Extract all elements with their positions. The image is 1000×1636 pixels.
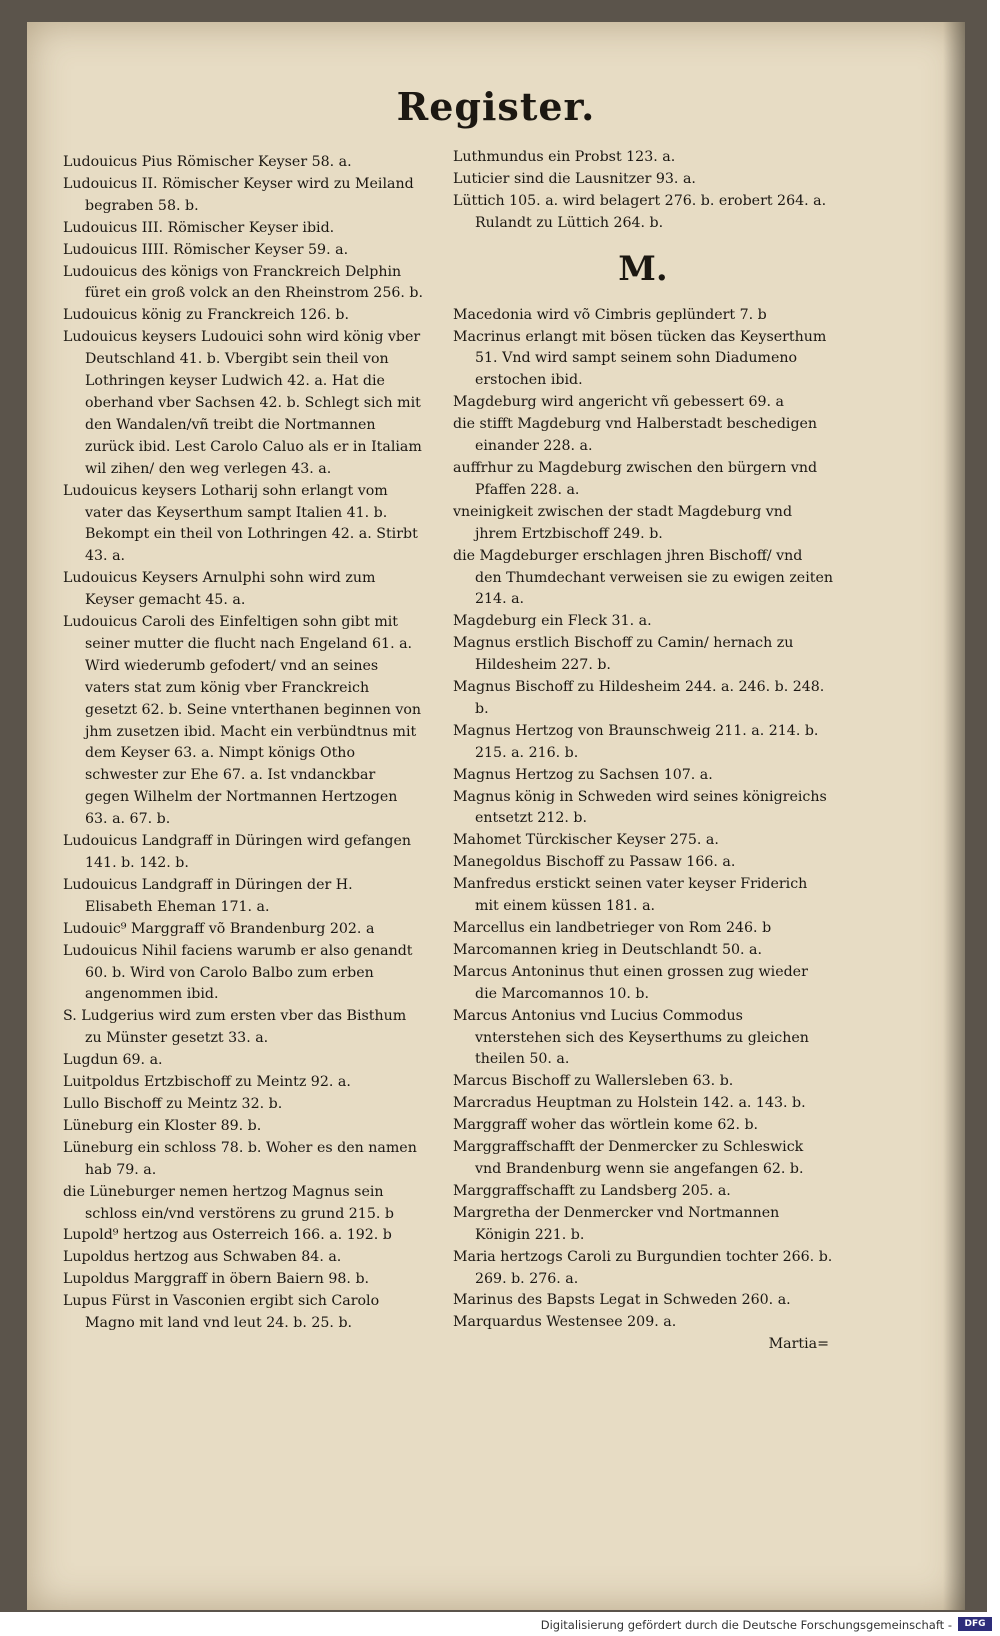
register-entry: Lullo Bischoff zu Meintz 32. b.	[63, 1095, 283, 1112]
right-column	[453, 147, 833, 1352]
dfg-logo: DFG	[958, 1617, 992, 1631]
register-entry: Magnus Bischoff zu Hildesheim 244. a. 246. b. 248. b.	[453, 679, 825, 717]
register-entry: Maria hertzogs Caroli zu Burgundien tochter 266. b. 269. b. 276. a.	[453, 1248, 833, 1287]
register-entry: Ludouicus Pius Römischer Keyser 58. a.	[63, 154, 352, 170]
register-entry: Manegoldus Bischoff zu Passaw 166. a.	[453, 854, 736, 871]
register-entry: Lüttich 105. a. wird belagert 276. b. erobert 264. a. Rulandt zu Lüttich 264. b.	[453, 192, 827, 231]
register-entry: Ludouicus Keysers Arnulphi sohn wird zum Keyser gemacht 45. a.	[63, 570, 376, 609]
register-entry: Marggraffschafft zu Landsberg 205. a.	[453, 1182, 731, 1199]
register-entry: Ludouicus Caroli des Einfeltigen sohn gibt mit seiner mutter die flucht nach Engeland 61. a. Wird wiederumb gefodert/ vnd an seines vaters stat zum könig vber Franckreich gesetzt 62. b. Seine vnterthanen beginnen von jhm zusetzen ibid. Macht ein verbündtnus mit dem Keyser 63. a. Nimpt königs Otho schwester zur Ehe 67. a. Ist vndanckbar gegen Wilhelm der Nortmannen Hertzogen 63. a. 67. b.	[63, 614, 422, 828]
register-entry: Lupoldus Marggraff in öbern Baiern 98. b.	[63, 1271, 370, 1288]
register-entry: Ludouicus keysers Ludouici sohn wird könig vber Deutschland 41. b. Vbergibt sein theil von Lothringen keyser Ludwich 42. a. Hat die oberhand vber Sachsen 42. b. Schlegt sich mit den Wandalen/vñ treibt die Nortmannen zurück ibid. Lest Carolo Caluo als er in Italiam wil zihen/ den weg verlegen 43. a.	[63, 329, 422, 477]
register-entry: Luticier sind die Lausnitzer 93. a.	[453, 170, 696, 187]
register-entry: Ludouicus Landgraff in Düringen der H. Elisabeth Eheman 171. a.	[63, 876, 353, 915]
section-letter-m: M.	[618, 248, 668, 289]
register-entry: Marcellus ein landbetrieger von Rom 246. b	[453, 920, 772, 936]
register-entry: Ludouicus IIII. Römischer Keyser 59. a.	[63, 241, 349, 258]
register-entry: Ludouicus Nihil faciens warumb er also genandt 60. b. Wird von Carolo Balbo zum erben angenommen ibid.	[63, 942, 413, 1003]
register-entry: Marquardus Westensee 209. a.	[453, 1314, 677, 1331]
right-column-l-entries	[453, 147, 833, 235]
register-entry: Magdeburg wird angericht vñ gebessert 69. a	[453, 394, 784, 411]
register-entry: Marggraff woher das wörtlein kome 62. b.	[453, 1117, 759, 1134]
register-entry: Ludouicus Landgraff in Düringen wird gefangen 141. b. 142. b.	[63, 833, 412, 871]
register-entry: Marcus Antoninus thut einen grossen zug wieder die Marcomannos 10. b.	[453, 963, 808, 1002]
right-column-m-entries	[453, 305, 833, 1335]
register-entry: die Magdeburger erschlagen jhren Bischoff/ vnd den Thumdechant verweisen sie zu ewigen zeiten 214. a.	[453, 547, 833, 608]
register-entry: Marinus des Bapsts Legat in Schweden 260. a.	[453, 1292, 791, 1309]
register-entry: Ludouicus keysers Lotharij sohn erlangt vom vater das Keyserthum sampt Italien 41. b. Bekompt ein theil von Lothringen 42. a. Stirbt 43. a.	[63, 482, 418, 565]
register-entry: Magnus erstlich Bischoff zu Camin/ hernach zu Hildesheim 227. b.	[453, 635, 794, 674]
register-entry: Ludouicus des königs von Franckreich Delphin füret ein groß volck an den Rheinstrom 256. b.	[63, 263, 423, 302]
register-entry: Ludouicus könig zu Franckreich 126. b.	[63, 307, 350, 324]
register-entry: Marcomannen krieg in Deutschlandt 50. a.	[453, 941, 763, 958]
register-entry: Lugdun 69. a.	[63, 1052, 163, 1069]
register-entry: Mahomet Türckischer Keyser 275. a.	[453, 832, 719, 849]
register-entry: auffrhur zu Magdeburg zwischen den bürgern vnd Pfaffen 228. a.	[453, 459, 818, 498]
register-entry: Lupus Fürst in Vasconien ergibt sich Carolo Magno mit land vnd leut 24. b. 25. b.	[63, 1293, 380, 1332]
register-entry: Margretha der Denmercker vnd Nortmannen Königin 221. b.	[453, 1204, 780, 1243]
register-entry: Lupoldus hertzog aus Schwaben 84. a.	[63, 1249, 342, 1266]
register-entry: Ludouicus III. Römischer Keyser ibid.	[63, 219, 335, 236]
register-entry: Lüneburg ein schloss 78. b. Woher es den namen hab 79. a.	[63, 1139, 417, 1178]
register-entry: Marggraffschafft der Denmercker zu Schleswick vnd Brandenburg wenn sie angefangen 62. b.	[453, 1139, 804, 1177]
register-entry: Marcus Antonius vnd Lucius Commodus vnterstehen sich des Keyserthums zu gleichen theilen 50. a.	[453, 1007, 809, 1068]
register-entry: Marcus Bischoff zu Wallersleben 63. b.	[453, 1073, 734, 1090]
register-entry: Magnus Hertzog von Braunschweig 211. a. 214. b. 215. a. 216. b.	[453, 722, 819, 761]
register-entry: Magnus Hertzog zu Sachsen 107. a.	[453, 766, 713, 783]
footer-bar	[0, 1614, 1000, 1636]
page-gutter-shadow	[943, 22, 965, 1610]
register-entry: die stifft Magdeburg vnd Halberstadt beschedigen einander 228. a.	[453, 416, 818, 455]
register-entry: Macedonia wird võ Cimbris geplündert 7. b	[453, 306, 767, 323]
left-column	[63, 152, 423, 1335]
register-entry: Magnus könig in Schweden wird seines königreichs entsetzt 212. b.	[453, 788, 827, 827]
register-entry: Luitpoldus Ertzbischoff zu Meintz 92. a.	[63, 1074, 351, 1091]
register-entry: Ludouicus II. Römischer Keyser wird zu Meiland begraben 58. b.	[63, 175, 414, 214]
footer-credit: Digitalisierung gefördert durch die Deutsche Forschungsgemeinschaft -	[540, 1618, 952, 1632]
register-entry: Marcradus Heuptman zu Holstein 142. a. 143. b.	[453, 1095, 806, 1112]
book-page	[27, 22, 965, 1610]
register-entry: Lupold⁹ hertzog aus Osterreich 166. a. 192. b	[63, 1227, 392, 1244]
register-entry: Luthmundus ein Probst 123. a.	[453, 149, 676, 165]
register-entry: Manfredus erstickt seinen vater keyser Friderich mit einem küssen 181. a.	[453, 876, 808, 915]
register-entry: Macrinus erlangt mit bösen tücken das Keyserthum 51. Vnd wird sampt seinem sohn Diadumeno erstochen ibid.	[453, 328, 827, 389]
catchword: Martia=	[768, 1336, 829, 1353]
register-entry: Ludouic⁹ Marggraff võ Brandenburg 202. a	[63, 920, 375, 937]
register-entry: vneinigkeit zwischen der stadt Magdeburg vnd jhrem Ertzbischoff 249. b.	[453, 503, 793, 542]
register-entry: S. Ludgerius wird zum ersten vber das Bisthum zu Münster gesetzt 33. a.	[63, 1008, 407, 1047]
register-entry: die Lüneburger nemen hertzog Magnus sein schloss ein/vnd verstörens zu grund 215. b	[63, 1183, 394, 1222]
register-entry: Lüneburg ein Kloster 89. b.	[63, 1117, 262, 1134]
page-title: Register.	[396, 84, 596, 129]
register-entry: Magdeburg ein Fleck 31. a.	[453, 613, 652, 630]
